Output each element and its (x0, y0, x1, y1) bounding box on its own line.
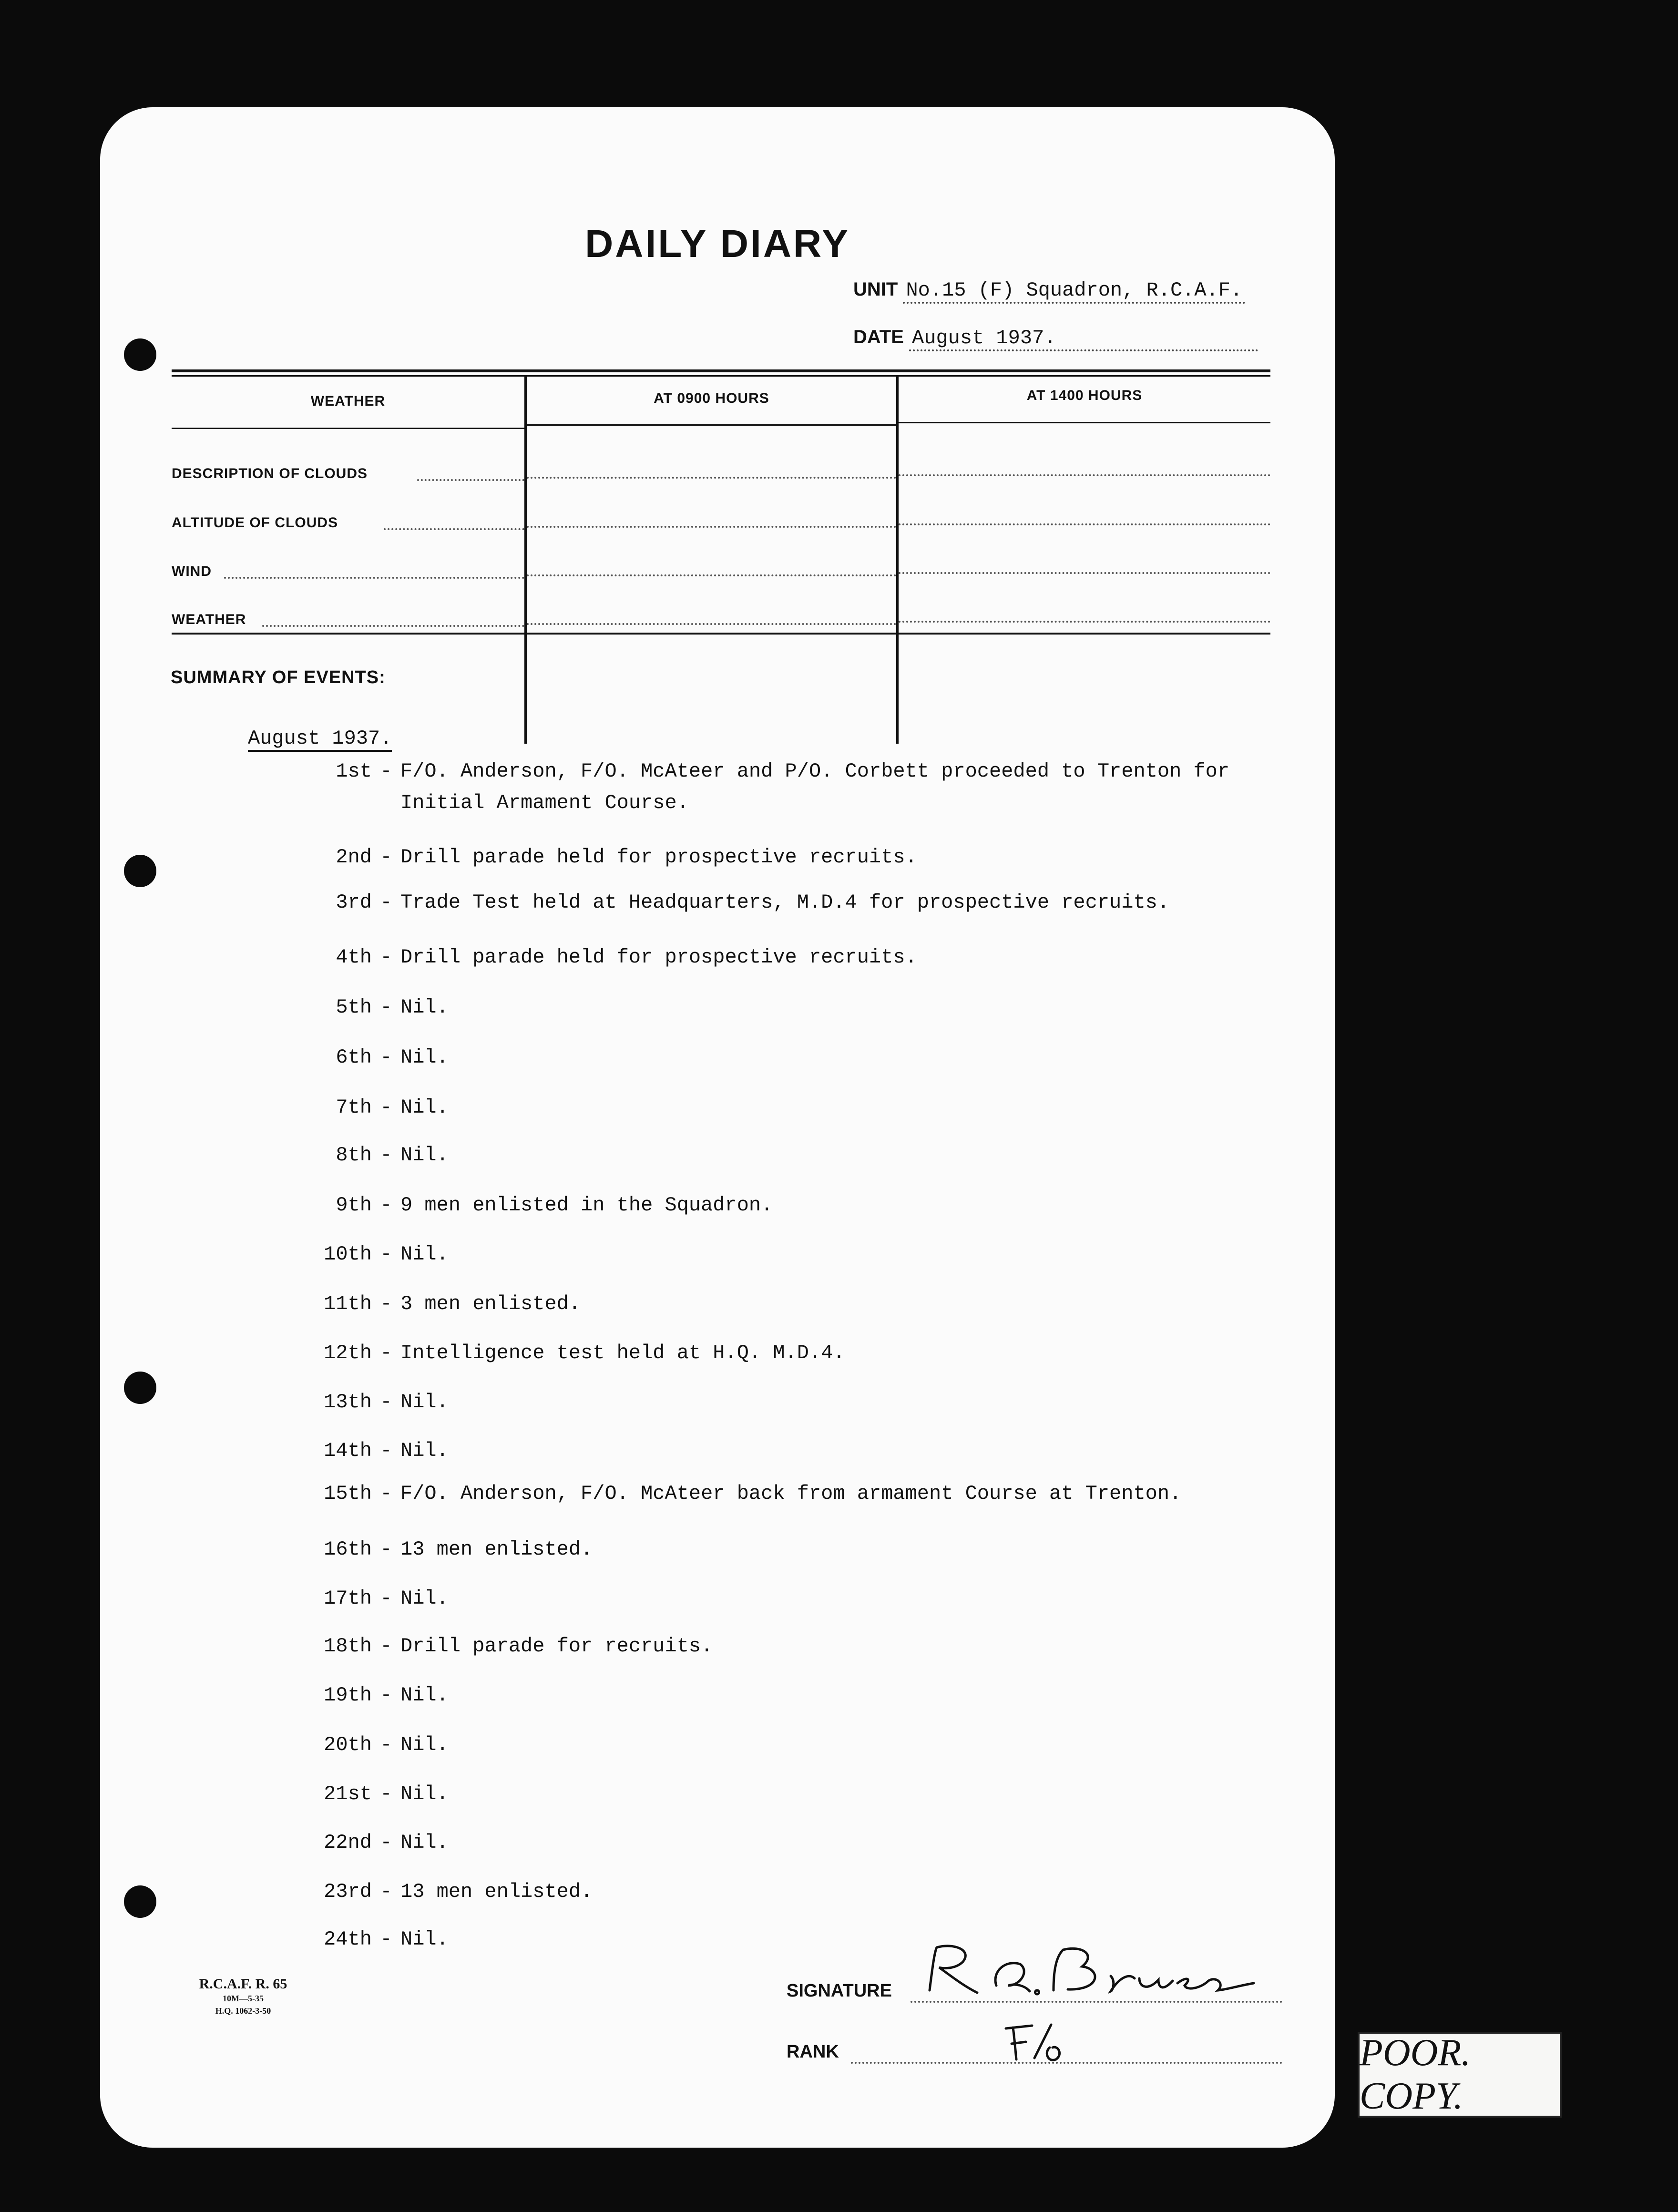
event-text: Drill parade for recruits. (400, 1635, 713, 1658)
table-divider (524, 377, 527, 744)
event-text: Nil. (400, 1144, 449, 1167)
event-entry (310, 841, 1287, 873)
event-text: Nil. (400, 1096, 449, 1119)
event-text: 13 men enlisted. (400, 1880, 593, 1903)
event-text: Nil. (400, 1391, 449, 1413)
event-day: 10th (324, 1243, 372, 1266)
weather-field (417, 479, 524, 481)
weather-column-header: WEATHER (310, 393, 386, 409)
weather-field (527, 526, 896, 528)
event-text: Nil. (400, 1587, 449, 1610)
event-day: 3rd (336, 891, 372, 914)
event-day: 7th (336, 1096, 372, 1119)
event-entry (310, 1778, 1287, 1810)
event-text: Nil. (400, 1733, 449, 1756)
event-day: 19th (324, 1684, 372, 1707)
event-day: 16th (324, 1538, 372, 1561)
date-line (853, 327, 1258, 351)
signature-label: SIGNATURE (787, 1981, 892, 2001)
event-text: Nil. (400, 1928, 449, 1951)
punch-hole (124, 1885, 156, 1918)
date-label: DATE (853, 327, 904, 348)
event-entry (310, 1386, 1287, 1418)
event-text: Nil. (400, 1782, 449, 1805)
form-number-block (172, 1976, 315, 2017)
event-entry (310, 1288, 1287, 1320)
weather-field (899, 474, 1270, 476)
punch-hole (124, 338, 156, 371)
event-dash: - (380, 1144, 392, 1167)
weather-label: WEATHER (172, 612, 246, 627)
0900-column-header: AT 0900 HOURS (654, 390, 769, 406)
event-day: 13th (324, 1391, 372, 1413)
event-dash: - (380, 946, 392, 969)
event-entry (310, 1729, 1287, 1761)
weather-field (899, 523, 1270, 525)
event-entry (310, 1092, 1287, 1123)
event-entry (310, 1478, 1287, 1509)
event-entry (310, 1139, 1287, 1171)
event-entry (310, 756, 1287, 819)
event-entry (310, 992, 1287, 1023)
event-entry (310, 1534, 1287, 1565)
event-dash: - (380, 891, 392, 914)
weather-field (262, 625, 524, 627)
event-dash: - (380, 1928, 392, 1951)
unit-value: No.15 (F) Squadron, R.C.A.F. (903, 279, 1245, 304)
event-text: 9 men enlisted in the Squadron. (400, 1194, 773, 1217)
event-day: 4th (336, 946, 372, 969)
event-dash: - (380, 1391, 392, 1413)
event-entry (310, 1239, 1287, 1270)
table-bottom-rule (172, 633, 1270, 635)
event-day: 17th (324, 1587, 372, 1610)
print-line: 10M—5-35 (223, 1994, 264, 2003)
event-entry (310, 1583, 1287, 1614)
event-day: 6th (336, 1046, 372, 1069)
weather-field (899, 572, 1270, 574)
event-dash: - (380, 1880, 392, 1903)
event-text: 13 men enlisted. (400, 1538, 593, 1561)
poor-copy-stamp (1358, 2032, 1562, 2118)
event-text: Nil. (400, 1684, 449, 1707)
event-day: 8th (336, 1144, 372, 1167)
summary-month: August 1937. (248, 727, 392, 752)
event-day: 15th (324, 1482, 372, 1505)
event-entry (310, 1924, 1287, 1955)
page-title: DAILY DIARY (585, 222, 850, 266)
event-dash: - (380, 1831, 392, 1854)
event-day: 14th (324, 1439, 372, 1462)
event-text: F/O. Anderson, F/O. McAteer back from armament Course at Trenton. (400, 1482, 1182, 1505)
event-text: Nil. (400, 1831, 449, 1854)
handwritten-rank (996, 2019, 1073, 2067)
event-entry (310, 887, 1287, 918)
event-day: 11th (324, 1292, 372, 1315)
event-entry (310, 1435, 1287, 1466)
header-underline (899, 422, 1270, 423)
event-day: 2nd (336, 846, 372, 869)
event-dash: - (380, 1635, 392, 1658)
event-text: Intelligence test held at H.Q. M.D.4. (400, 1342, 845, 1364)
event-text: Drill parade held for prospective recruits. (400, 946, 917, 969)
event-dash: - (380, 1194, 392, 1217)
1400-column-header: AT 1400 HOURS (1026, 388, 1143, 403)
stamp-text: POOR. COPY. (1360, 2032, 1471, 2117)
weather-field (899, 621, 1270, 623)
event-dash: - (380, 1482, 392, 1505)
weather-field (527, 477, 896, 479)
date-value: August 1937. (909, 327, 1258, 351)
unit-label: UNIT (853, 279, 898, 300)
event-day: 12th (324, 1342, 372, 1364)
event-dash: - (380, 1538, 392, 1561)
event-day: 23rd (324, 1880, 372, 1903)
wind-label: WIND (172, 563, 212, 579)
table-top-rule (172, 369, 1270, 372)
table-top-rule-2 (172, 375, 1270, 377)
event-entry (310, 1876, 1287, 1907)
event-dash: - (380, 760, 392, 783)
event-dash: - (380, 1342, 392, 1364)
event-dash: - (380, 1439, 392, 1462)
event-text: Nil. (400, 1243, 449, 1266)
event-entry (310, 1827, 1287, 1858)
event-text: F/O. Anderson, F/O. McAteer and P/O. Corbett proceeded to Trenton for Initial Armament Course. (400, 760, 1230, 814)
event-dash: - (380, 1684, 392, 1707)
rank-label: RANK (787, 2042, 839, 2062)
weather-field (384, 528, 524, 530)
event-day: 5th (336, 996, 372, 1019)
event-entry (310, 942, 1287, 973)
event-entry (310, 1042, 1287, 1073)
event-dash: - (380, 846, 392, 869)
unit-line (853, 279, 1245, 304)
event-entry (310, 1679, 1287, 1711)
event-dash: - (380, 1046, 392, 1069)
event-day: 18th (324, 1635, 372, 1658)
event-text: Drill parade held for prospective recruits. (400, 846, 917, 869)
event-dash: - (380, 1096, 392, 1119)
event-day: 1st (336, 760, 372, 783)
event-day: 9th (336, 1194, 372, 1217)
event-text: Trade Test held at Headquarters, M.D.4 for prospective recruits. (400, 891, 1170, 914)
weather-field (527, 574, 896, 576)
diary-page (100, 107, 1335, 2148)
event-text: Nil. (400, 996, 449, 1019)
event-day: 20th (324, 1733, 372, 1756)
event-dash: - (380, 1782, 392, 1805)
event-dash: - (380, 996, 392, 1019)
event-dash: - (380, 1243, 392, 1266)
event-text: Nil. (400, 1439, 449, 1462)
form-number: R.C.A.F. R. 65 (199, 1976, 287, 1992)
header-underline (172, 428, 524, 429)
event-entry (310, 1337, 1287, 1369)
weather-field (527, 623, 896, 625)
event-day: 24th (324, 1928, 372, 1951)
event-dash: - (380, 1292, 392, 1315)
punch-hole (124, 1372, 156, 1404)
summary-heading: SUMMARY OF EVENTS: (171, 667, 386, 687)
punch-hole (124, 855, 156, 887)
event-dash: - (380, 1733, 392, 1756)
weather-field (224, 577, 524, 579)
event-day: 21st (324, 1782, 372, 1805)
clouds-description-label: DESCRIPTION OF CLOUDS (172, 466, 368, 481)
print-line: H.Q. 1062-3-50 (215, 2006, 271, 2016)
event-text: Nil. (400, 1046, 449, 1069)
event-day: 22nd (324, 1831, 372, 1854)
header-underline (527, 424, 896, 426)
event-text: 3 men enlisted. (400, 1292, 581, 1315)
clouds-altitude-label: ALTITUDE OF CLOUDS (172, 515, 338, 531)
event-entry (310, 1189, 1287, 1221)
event-entry (310, 1630, 1287, 1662)
table-divider (896, 377, 899, 744)
event-dash: - (380, 1587, 392, 1610)
